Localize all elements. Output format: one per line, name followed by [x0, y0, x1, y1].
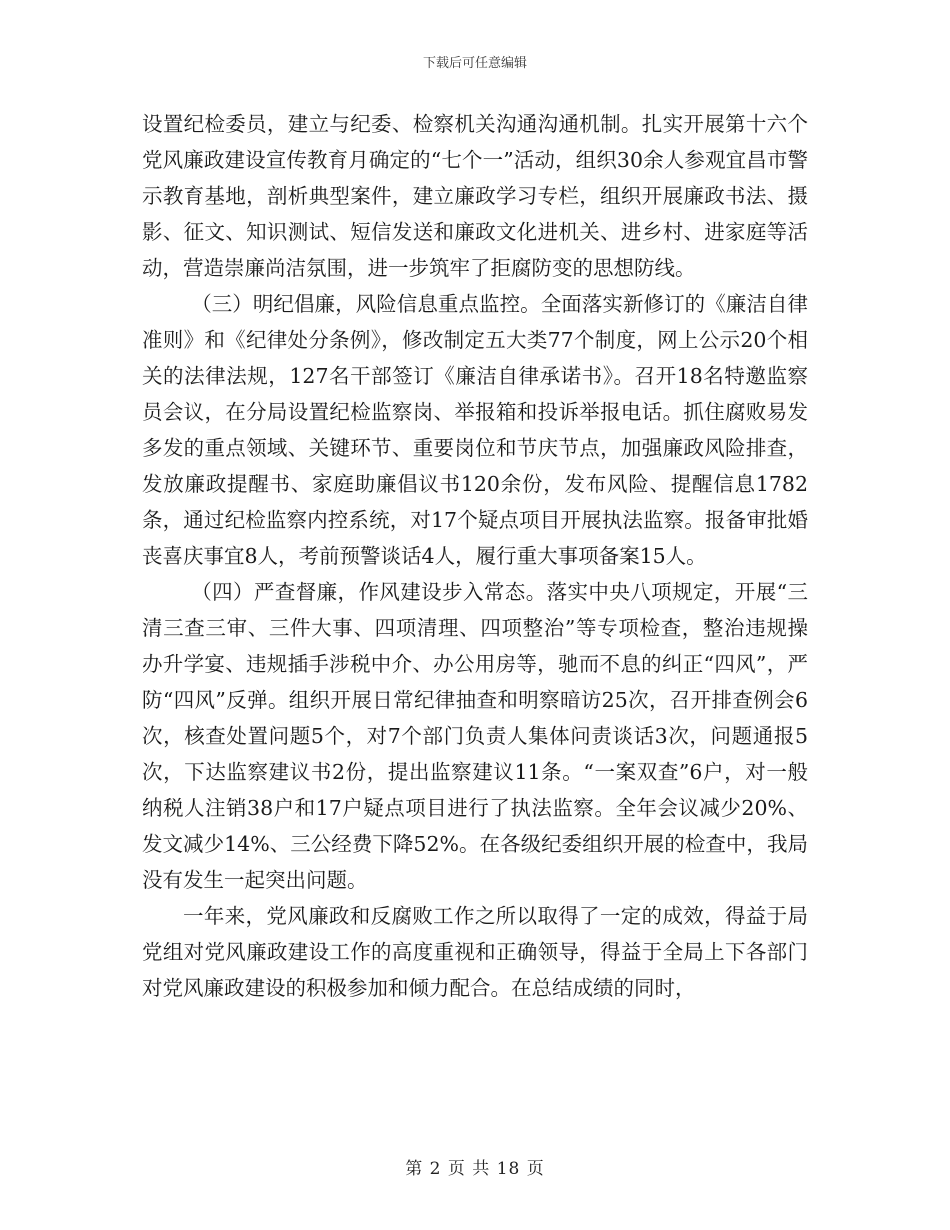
paragraph-continuation: 设置纪检委员，建立与纪委、检察机关沟通沟通机制。扎实开展第十六个党风廉政建设宣传教育月确定的“七个一”活动，组织30余人参观宜昌市警示教育基地，剖析典型案件，建立廉政学习专栏，组织开展廉政书法、摄影、征文、知识测试、短信发送和廉政文化进机关、进乡村、进家庭等活动，营造崇廉尚洁氛围，进一步筑牢了拒腐防变的思想防线。	[142, 112, 808, 280]
page-header-note: 下载后可任意编辑	[422, 56, 527, 71]
paragraph-section-4: （四）严查督廉，作风建设步入常态。落实中央八项规定，开展“三清三查三审、三件大事、四项清理、四项整治”等专项检查，整治违规操办升学宴、违规插手涉税中介、办公用房等，驰而不息的纠正“四风”，严防“四风”反弹。组织开展日常纪律抽查和明察暗访25次，召开排查例会6次，核查处置问题5个，对7个部门负责人集体问责谈话3次，问题通报5次，下达监察建议书2份，提出监察建议11条。“一案双查”6户，对一般纳税人注销38户和17户疑点项目进行了执法监察。全年会议减少20%、发文减少14%、三公经费下降52%。在各级纪委组织开展的检查中，我局没有发生一起突出问题。	[142, 580, 808, 892]
paragraph-summary: 一年来，党风廉政和反腐败工作之所以取得了一定的成效，得益于局党组对党风廉政建设工作的高度重视和正确领导，得益于全局上下各部门对党风廉政建设的积极参加和倾力配合。在总结成绩的同时，	[142, 904, 808, 1000]
page-number: 第 2 页 共 18 页	[405, 1159, 545, 1179]
paragraph-section-3: （三）明纪倡廉，风险信息重点监控。全面落实新修订的《廉洁自律准则》和《纪律处分条例》，修改制定五大类77个制度，网上公示20个相关的法律法规，127名干部签订《廉洁自律承诺书》。召开18名特邀监察员会议，在分局设置纪检监察岗、举报箱和投诉举报电话。抓住腐败易发多发的重点领域、关键环节、重要岗位和节庆节点，加强廉政风险排查，发放廉政提醒书、家庭助廉倡议书120余份，发布风险、提醒信息1782条，通过纪检监察内控系统，对17个疑点项目开展执法监察。报备审批婚丧喜庆事宜8人，考前预警谈话4人，履行重大事项备案15人。	[142, 292, 808, 568]
document-body	[142, 106, 808, 1006]
